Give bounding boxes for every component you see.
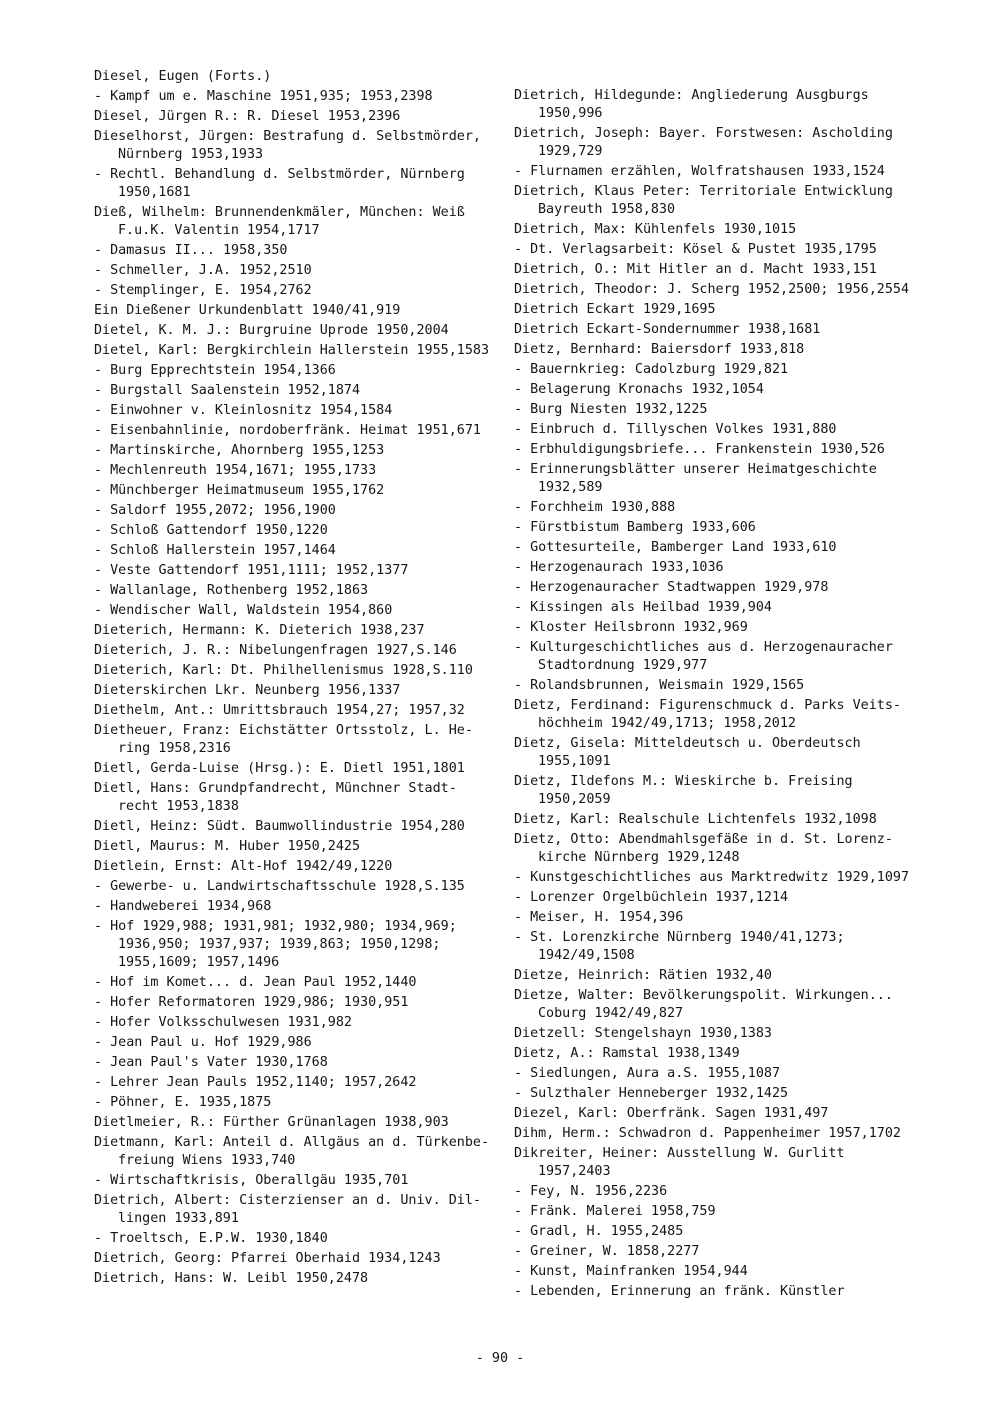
- index-entry-line: - Hof im Komet... d. Jean Paul 1952,1440: [94, 975, 417, 990]
- index-entry: [514, 381, 914, 399]
- index-entry-line: Dietl, Heinz: Südt. Baumwollindustrie 1954,280: [94, 819, 465, 834]
- index-entry-line: - Kunstgeschichtliches aus Marktredwitz 1929,1097: [514, 870, 910, 885]
- index-entry-line: Dietrich Eckart 1929,1695: [514, 302, 716, 317]
- index-entry-line: - Troeltsch, E.P.W. 1930,1840: [94, 1231, 328, 1246]
- index-entry: [94, 522, 494, 540]
- index-entry: [94, 838, 494, 856]
- index-entry: [94, 1270, 494, 1288]
- index-entry: [94, 502, 494, 520]
- index-entry: [514, 1203, 914, 1221]
- index-entry: [514, 559, 914, 577]
- index-entry-line: - Sulzthaler Henneberger 1932,1425: [514, 1086, 789, 1101]
- index-entry: [94, 662, 494, 680]
- index-entry-line: - Wallanlage, Rothenberg 1952,1863: [94, 583, 369, 598]
- index-entry: [514, 1065, 914, 1083]
- index-entry-line: - Burg Epprechtstein 1954,1366: [94, 363, 336, 378]
- index-entry: [94, 1134, 494, 1170]
- index-entry-line: Dietrich, Hans: W. Leibl 1950,2478: [94, 1271, 369, 1286]
- index-entry: [94, 204, 494, 240]
- index-entry-line: Dietz, Bernhard: Baiersdorf 1933,818: [514, 342, 805, 357]
- index-entry-line: - Meiser, H. 1954,396: [514, 910, 684, 925]
- index-entry: [94, 780, 494, 816]
- index-entry-line: - Schmeller, J.A. 1952,2510: [94, 263, 312, 278]
- index-entry: [94, 166, 494, 202]
- index-entry-line: - Schloß Hallerstein 1957,1464: [94, 543, 336, 558]
- index-entry-continuation: Coburg 1942/49,827: [538, 1006, 684, 1021]
- index-entry: [514, 677, 914, 695]
- index-entry-line: - Hof 1929,988; 1931,981; 1932,980; 1934,969;: [94, 919, 457, 934]
- index-entry: [514, 281, 914, 299]
- index-entry: [514, 261, 914, 279]
- index-entry-line: - Gradl, H. 1955,2485: [514, 1224, 684, 1239]
- index-entry-line: - Mechlenreuth 1954,1671; 1955,1733: [94, 463, 377, 478]
- index-entry: [514, 539, 914, 557]
- index-entry-line: Dieselhorst, Jürgen: Bestrafung d. Selbstmörder,: [94, 129, 481, 144]
- index-entry: [514, 619, 914, 637]
- index-entry: [94, 642, 494, 660]
- index-entry: [94, 262, 494, 280]
- index-entry-line: Dikreiter, Heiner: Ausstellung W. Gurlitt: [514, 1146, 845, 1161]
- index-entry-continuation: ring 1958,2316: [118, 741, 231, 756]
- index-entry-line: Dietel, K. M. J.: Burgruine Uprode 1950,2004: [94, 323, 449, 338]
- index-entry-line: Dietrich, Albert: Cisterzienser an d. Univ. Dil-: [94, 1193, 481, 1208]
- index-entry-line: - Münchberger Heimatmuseum 1955,1762: [94, 483, 385, 498]
- right-column: [514, 87, 914, 1303]
- index-entry: [514, 1085, 914, 1103]
- index-entry-line: - Eisenbahnlinie, nordoberfränk. Heimat 1951,671: [94, 423, 481, 438]
- index-entry-line: - Bauernkrieg: Cadolzburg 1929,821: [514, 362, 789, 377]
- index-entry-line: - Jean Paul's Vater 1930,1768: [94, 1055, 328, 1070]
- index-entry-line: Dietmann, Karl: Anteil d. Allgäus an d. Türkenbe-: [94, 1135, 490, 1150]
- index-entry: [94, 722, 494, 758]
- index-entry: [514, 421, 914, 439]
- index-entry-line: - Hofer Reformatoren 1929,986; 1930,951: [94, 995, 409, 1010]
- index-entry: [514, 639, 914, 675]
- index-entry-continuation: recht 1953,1838: [118, 799, 239, 814]
- index-entry: [94, 562, 494, 580]
- index-entry-line: - Hofer Volksschulwesen 1931,982: [94, 1015, 352, 1030]
- index-entry-line: - Handweberei 1934,968: [94, 899, 272, 914]
- index-entry-line: Dietl, Hans: Grundpfandrecht, Münchner Stadt-: [94, 781, 457, 796]
- index-entry: [94, 342, 494, 360]
- index-entry-line: - Burg Niesten 1932,1225: [514, 402, 708, 417]
- index-entry-line: - Pöhner, E. 1935,1875: [94, 1095, 272, 1110]
- index-entry: [94, 442, 494, 460]
- index-entry-line: - St. Lorenzkirche Nürnberg 1940/41,1273;: [514, 930, 845, 945]
- index-entry-line: - Siedlungen, Aura a.S. 1955,1087: [514, 1066, 781, 1081]
- index-entry: [94, 974, 494, 992]
- index-entry-continuation: 1950,2059: [538, 792, 611, 807]
- index-entry: [514, 1283, 914, 1301]
- index-entry: [514, 221, 914, 239]
- index-entry: [514, 579, 914, 597]
- index-entry: [514, 361, 914, 379]
- index-entry: [94, 1014, 494, 1032]
- index-entry-line: Dietrich, Georg: Pfarrei Oberhaid 1934,1243: [94, 1251, 441, 1266]
- index-entry: [514, 811, 914, 829]
- index-entry-continuation: Bayreuth 1958,830: [538, 202, 676, 217]
- index-entry-line: - Forchheim 1930,888: [514, 500, 676, 515]
- index-entry-line: - Veste Gattendorf 1951,1111; 1952,1377: [94, 563, 409, 578]
- index-entry: [94, 622, 494, 640]
- index-entry: [514, 163, 914, 181]
- index-entry: [94, 1172, 494, 1190]
- index-entry-line: Dietz, Ildefons M.: Wieskirche b. Freising: [514, 774, 853, 789]
- index-entry: [514, 241, 914, 259]
- index-entry-line: - Fey, N. 1956,2236: [514, 1184, 668, 1199]
- index-entry: [94, 322, 494, 340]
- index-entry-line: - Wendischer Wall, Waldstein 1954,860: [94, 603, 393, 618]
- index-entry-line: Dietz, Ferdinand: Figurenschmuck d. Parks Veits-: [514, 698, 901, 713]
- index-entry-line: Dietlein, Ernst: Alt-Hof 1942/49,1220: [94, 859, 393, 874]
- index-entry-line: Diesel, Jürgen R.: R. Diesel 1953,2396: [94, 109, 401, 124]
- index-entry: [94, 818, 494, 836]
- index-entry-line: Dietrich, O.: Mit Hitler an d. Macht 1933,151: [514, 262, 877, 277]
- index-entry: [94, 128, 494, 164]
- index-entry-continuation: Stadtordnung 1929,977: [538, 658, 708, 673]
- index-entry-line: - Stemplinger, E. 1954,2762: [94, 283, 312, 298]
- index-entry-line: Dietl, Maurus: M. Huber 1950,2425: [94, 839, 361, 854]
- index-entry: [514, 87, 914, 123]
- index-entry-line: - Rolandsbrunnen, Weismain 1929,1565: [514, 678, 805, 693]
- index-entry-line: - Flurnamen erzählen, Wolfratshausen 1933,1524: [514, 164, 885, 179]
- index-entry-line: - Lorenzer Orgelbüchlein 1937,1214: [514, 890, 789, 905]
- index-entry-line: Dietl, Gerda-Luise (Hrsg.): E. Dietl 1951,1801: [94, 761, 465, 776]
- index-entry-line: - Lehrer Jean Pauls 1952,1140; 1957,2642: [94, 1075, 417, 1090]
- index-entry-continuation: kirche Nürnberg 1929,1248: [538, 850, 740, 865]
- index-entry: [514, 967, 914, 985]
- index-entry-line: - Fürstbistum Bamberg 1933,606: [514, 520, 756, 535]
- index-entry-continuation: lingen 1933,891: [118, 1211, 239, 1226]
- index-entry-line: Dieterich, Hermann: K. Dieterich 1938,237: [94, 623, 425, 638]
- index-entry-line: Dietrich, Joseph: Bayer. Forstwesen: Ascholding: [514, 126, 893, 141]
- index-entry-continuation: 1932,589: [538, 480, 603, 495]
- index-entry-line: Dietrich, Klaus Peter: Territoriale Entwicklung: [514, 184, 893, 199]
- page-number: - 90 -: [475, 1351, 525, 1366]
- index-entry-continuation: 1950,996: [538, 106, 603, 121]
- index-entry: [94, 382, 494, 400]
- index-entry: [94, 542, 494, 560]
- index-entry: [514, 1125, 914, 1143]
- index-entry-line: Dieß, Wilhelm: Brunnendenkmäler, München: Weiß: [94, 205, 465, 220]
- index-entry: [514, 499, 914, 517]
- index-entry: [514, 401, 914, 419]
- index-entry-continuation: 1955,1091: [538, 754, 611, 769]
- index-entry: [514, 1223, 914, 1241]
- index-entry-line: Dietrich, Max: Kühlenfels 1930,1015: [514, 222, 797, 237]
- index-entry-line: Dietz, Karl: Realschule Lichtenfels 1932,1098: [514, 812, 877, 827]
- index-entry: [94, 702, 494, 720]
- index-entry: [94, 918, 494, 972]
- index-entry-line: - Kloster Heilsbronn 1932,969: [514, 620, 748, 635]
- index-entry-line: Dieterskirchen Lkr. Neunberg 1956,1337: [94, 683, 401, 698]
- index-entry-continuation: Nürnberg 1953,1933: [118, 147, 264, 162]
- index-entry: [514, 341, 914, 359]
- index-entry: [94, 898, 494, 916]
- index-entry: [514, 321, 914, 339]
- index-entry-continuation: 1942/49,1508: [538, 948, 635, 963]
- index-entry: [94, 482, 494, 500]
- index-entry-continuation: 1929,729: [538, 144, 603, 159]
- index-entry: [94, 1034, 494, 1052]
- index-entry: [94, 582, 494, 600]
- index-entry: [94, 858, 494, 876]
- index-entry: [514, 1263, 914, 1281]
- index-entry: [514, 441, 914, 459]
- index-entry-line: - Damasus II... 1958,350: [94, 243, 288, 258]
- index-entry: [514, 1145, 914, 1181]
- index-entry-line: Dietrich, Theodor: J. Scherg 1952,2500; 1956,2554: [514, 282, 910, 297]
- index-entry-line: Dihm, Herm.: Schwadron d. Pappenheimer 1957,1702: [514, 1126, 901, 1141]
- index-entry: [94, 994, 494, 1012]
- index-entry: [514, 831, 914, 867]
- index-entry: [514, 183, 914, 219]
- index-entry-line: Dietel, Karl: Bergkirchlein Hallerstein 1955,1583: [94, 343, 490, 358]
- index-entry: [514, 697, 914, 733]
- index-entry: [514, 301, 914, 319]
- index-entry-line: - Lebenden, Erinnerung an fränk. Künstler: [514, 1284, 845, 1299]
- index-entry-line: Diethelm, Ant.: Umrittsbrauch 1954,27; 1957,32: [94, 703, 465, 718]
- index-entry-line: Dieterich, Karl: Dt. Philhellenismus 1928,S.110: [94, 663, 473, 678]
- index-entry: [514, 1243, 914, 1261]
- index-entry-line: - Jean Paul u. Hof 1929,986: [94, 1035, 312, 1050]
- index-entry-continuation: 1955,1609; 1957,1496: [118, 955, 280, 970]
- index-entry: [94, 422, 494, 440]
- index-entry: [94, 1114, 494, 1132]
- index-entry-continuation: F.u.K. Valentin 1954,1717: [118, 223, 320, 238]
- index-entry: [94, 682, 494, 700]
- index-entry-line: Dietz, Otto: Abendmahlsgefäße in d. St. Lorenz-: [514, 832, 893, 847]
- index-entry: [514, 599, 914, 617]
- index-entry-line: - Kampf um e. Maschine 1951,935; 1953,2398: [94, 89, 433, 104]
- index-entry-line: - Einbruch d. Tillyschen Volkes 1931,880: [514, 422, 837, 437]
- index-entry-line: Dietrich Eckart-Sondernummer 1938,1681: [514, 322, 821, 337]
- index-entry-line: Dietlmeier, R.: Fürther Grünanlagen 1938,903: [94, 1115, 449, 1130]
- index-entry: [514, 1183, 914, 1201]
- index-entry-line: - Wirtschaftkrisis, Oberallgäu 1935,701: [94, 1173, 409, 1188]
- index-entry-line: - Kunst, Mainfranken 1954,944: [514, 1264, 748, 1279]
- index-entry-line: - Erbhuldigungsbriefe... Frankenstein 1930,526: [514, 442, 885, 457]
- index-entry: [514, 929, 914, 965]
- index-entry: [514, 461, 914, 497]
- index-entry-line: - Kulturgeschichtliches aus d. Herzogenauracher: [514, 640, 893, 655]
- index-entry: [94, 68, 494, 86]
- left-column: [94, 68, 494, 1290]
- index-entry: [514, 889, 914, 907]
- index-entry: [94, 362, 494, 380]
- index-entry: [514, 735, 914, 771]
- index-entry-continuation: höchheim 1942/49,1713; 1958,2012: [538, 716, 796, 731]
- index-entry-line: - Schloß Gattendorf 1950,1220: [94, 523, 328, 538]
- index-entry-line: - Gewerbe- u. Landwirtschaftsschule 1928,S.135: [94, 879, 465, 894]
- index-entry: [94, 108, 494, 126]
- index-entry-line: Diesel, Eugen (Forts.): [94, 69, 272, 84]
- index-entry: [94, 302, 494, 320]
- index-entry: [514, 125, 914, 161]
- index-entry-line: Ein Dießener Urkundenblatt 1940/41,919: [94, 303, 401, 318]
- index-entry: [94, 602, 494, 620]
- index-entry-line: - Einwohner v. Kleinlosnitz 1954,1584: [94, 403, 393, 418]
- index-entry-continuation: freiung Wiens 1933,740: [118, 1153, 296, 1168]
- index-entry-line: Dieterich, J. R.: Nibelungenfragen 1927,S.146: [94, 643, 457, 658]
- index-entry: [94, 878, 494, 896]
- index-entry-line: - Burgstall Saalenstein 1952,1874: [94, 383, 361, 398]
- index-entry-line: - Fränk. Malerei 1958,759: [514, 1204, 716, 1219]
- index-entry-line: - Saldorf 1955,2072; 1956,1900: [94, 503, 336, 518]
- index-entry: [94, 1054, 494, 1072]
- index-entry: [94, 242, 494, 260]
- index-entry: [514, 1105, 914, 1123]
- index-entry-line: Dietrich, Hildegunde: Angliederung Ausgburgs: [514, 88, 869, 103]
- index-entry-line: Diezel, Karl: Oberfränk. Sagen 1931,497: [514, 1106, 829, 1121]
- index-entry-line: - Martinskirche, Ahornberg 1955,1253: [94, 443, 385, 458]
- index-entry: [514, 519, 914, 537]
- index-entry: [94, 1074, 494, 1092]
- index-entry: [94, 282, 494, 300]
- index-entry: [514, 869, 914, 887]
- index-entry: [94, 1230, 494, 1248]
- index-entry-line: - Herzogenauracher Stadtwappen 1929,978: [514, 580, 829, 595]
- index-entry: [94, 1192, 494, 1228]
- index-entry-line: Dietze, Heinrich: Rätien 1932,40: [514, 968, 772, 983]
- index-entry-line: Dietz, Gisela: Mitteldeutsch u. Oberdeutsch: [514, 736, 861, 751]
- index-entry-line: - Gottesurteile, Bamberger Land 1933,610: [514, 540, 837, 555]
- index-entry-continuation: 1950,1681: [118, 185, 191, 200]
- index-entry: [514, 909, 914, 927]
- index-entry: [514, 1025, 914, 1043]
- index-entry: [94, 402, 494, 420]
- index-entry: [94, 1250, 494, 1268]
- index-entry-line: Dietzell: Stengelshayn 1930,1383: [514, 1026, 772, 1041]
- index-entry-continuation: 1936,950; 1937,937; 1939,863; 1950,1298;: [118, 937, 441, 952]
- index-entry: [514, 1045, 914, 1063]
- index-entry-line: - Kissingen als Heilbad 1939,904: [514, 600, 772, 615]
- index-entry-line: - Belagerung Kronachs 1932,1054: [514, 382, 764, 397]
- index-entry-line: - Greiner, W. 1858,2277: [514, 1244, 700, 1259]
- index-entry-line: Dietze, Walter: Bevölkerungspolit. Wirkungen...: [514, 988, 893, 1003]
- index-entry: [514, 987, 914, 1023]
- index-entry-line: - Herzogenaurach 1933,1036: [514, 560, 724, 575]
- index-entry-line: Dietheuer, Franz: Eichstätter Ortsstolz, L. He-: [94, 723, 473, 738]
- index-entry: [94, 760, 494, 778]
- index-entry: [94, 1094, 494, 1112]
- index-entry: [94, 462, 494, 480]
- index-entry-line: - Rechtl. Behandlung d. Selbstmörder, Nürnberg: [94, 167, 465, 182]
- index-entry: [94, 88, 494, 106]
- index-entry-continuation: 1957,2403: [538, 1164, 611, 1179]
- index-entry-line: - Erinnerungsblätter unserer Heimatgeschichte: [514, 462, 877, 477]
- index-entry-line: - Dt. Verlagsarbeit: Kösel & Pustet 1935,1795: [514, 242, 877, 257]
- index-entry: [514, 773, 914, 809]
- index-entry-line: Dietz, A.: Ramstal 1938,1349: [514, 1046, 740, 1061]
